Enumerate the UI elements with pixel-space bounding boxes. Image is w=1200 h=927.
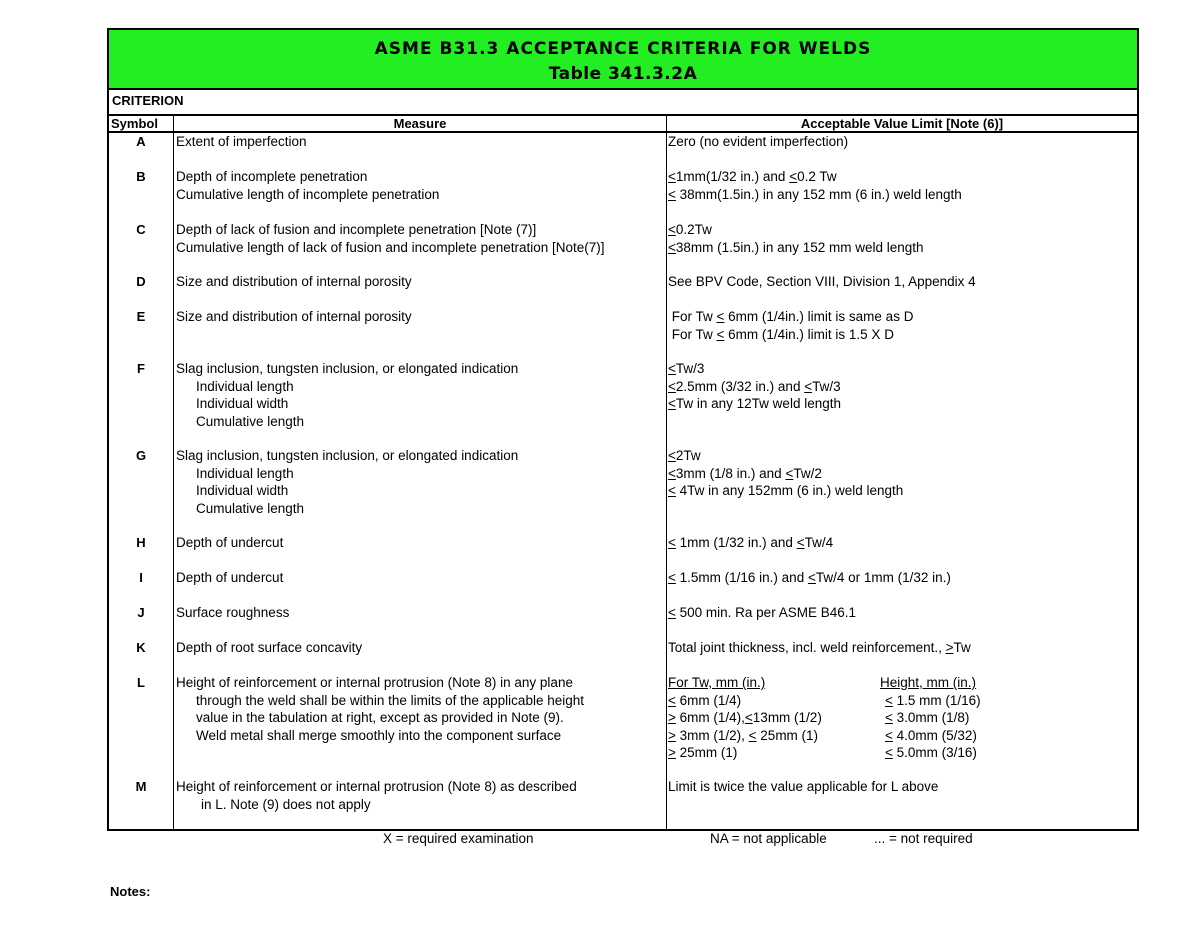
row-symbol: E — [136, 309, 146, 324]
row-symbol: H — [136, 535, 146, 550]
notes-label: Notes: — [110, 884, 151, 899]
row-measure: Height of reinforcement or internal protrusion (Note 8) as described in L. Note (9) does not apply — [176, 779, 577, 812]
legend-not-applicable: NA = not applicable — [710, 831, 827, 846]
row-measure: Depth of undercut — [176, 535, 284, 550]
row-measure: Depth of undercut — [176, 570, 284, 585]
header-acceptable: Acceptable Value Limit [Note (6)] — [800, 116, 1004, 131]
legend-not-required: ... = not required — [874, 831, 973, 846]
row-measure: Depth of root surface concavity — [176, 640, 363, 655]
row-measure: Height of reinforcement or internal protrusion (Note 8) in any plane through the weld shall be within the limits of the applicable height value in the tabulation at right, except as provided in Note (9). Weld metal shall merge smoothly into the component surface — [176, 675, 584, 743]
header-measure: Measure — [393, 116, 447, 131]
acceptance-criteria-table — [107, 28, 1139, 831]
row-measure: Extent of imperfection — [176, 134, 307, 149]
reinforcement-height-table: For Tw, mm (in.) Height, mm (in.) < 6mm (1/4) < 1.5 mm (1/16) > 6mm (1/4),<13mm (1/2) < 3.0mm (1/8) > 3mm (1/2), < 25mm (1) < 4.0mm (5/32) > 25mm (1) < 5.0mm (3/16) — [668, 675, 981, 760]
row-symbol: G — [135, 448, 147, 463]
row-acceptable-limit: < 1.5mm (1/16 in.) and <Tw/4 or 1mm (1/32 in.) — [668, 570, 951, 585]
table-body — [107, 133, 1139, 831]
row-acceptable-limit: <2Tw <3mm (1/8 in.) and <Tw/2 < 4Tw in any 152mm (6 in.) weld length — [668, 448, 904, 498]
row-symbol: K — [136, 640, 146, 655]
table-title: ASME B31.3 ACCEPTANCE CRITERIA FOR WELDS — [374, 39, 872, 59]
row-symbol: F — [137, 361, 145, 376]
row-symbol: I — [139, 570, 143, 585]
row-acceptable-limit: Zero (no evident imperfection) — [668, 134, 849, 149]
row-symbol: B — [136, 169, 146, 184]
row-measure: Surface roughness — [176, 605, 290, 620]
row-acceptable-limit: < 1mm (1/32 in.) and <Tw/4 — [668, 535, 834, 550]
row-measure: Depth of incomplete penetration Cumulative length of incomplete penetration — [176, 169, 440, 202]
row-acceptable-limit: Limit is twice the value applicable for L above — [668, 779, 939, 794]
row-symbol: C — [136, 222, 146, 237]
row-symbol: L — [137, 675, 145, 690]
row-measure: Size and distribution of internal porosity — [176, 274, 412, 289]
row-acceptable-limit: <1mm(1/32 in.) and <0.2 Tw < 38mm(1.5in.) in any 152 mm (6 in.) weld length — [668, 169, 962, 202]
header-symbol: Symbol — [111, 116, 158, 131]
row-acceptable-limit: < 500 min. Ra per ASME B46.1 — [668, 605, 856, 620]
row-acceptable-limit — [668, 674, 1138, 762]
row-acceptable-limit: Total joint thickness, incl. weld reinforcement., >Tw — [668, 640, 971, 655]
row-measure: Slag inclusion, tungsten inclusion, or elongated indication Individual length Individual width Cumulative length — [176, 448, 519, 516]
row-measure: Slag inclusion, tungsten inclusion, or elongated indication Individual length Individual width Cumulative length — [176, 361, 519, 429]
row-symbol: D — [136, 274, 146, 289]
row-symbol: J — [137, 605, 145, 620]
title-banner — [107, 28, 1139, 90]
row-acceptable-limit: For Tw < 6mm (1/4in.) limit is same as D For Tw < 6mm (1/4in.) limit is 1.5 X D — [668, 309, 914, 342]
header-row — [107, 114, 1139, 133]
table-subtitle: Table 341.3.2A — [548, 64, 698, 84]
row-acceptable-limit: See BPV Code, Section VIII, Division 1, Appendix 4 — [668, 274, 976, 289]
row-symbol: A — [136, 134, 146, 149]
row-measure: Size and distribution of internal porosity — [176, 309, 412, 324]
row-acceptable-limit: <0.2Tw <38mm (1.5in.) in any 152 mm weld length — [668, 222, 924, 255]
legend-required: X = required examination — [383, 831, 534, 846]
criterion-label: CRITERION — [107, 90, 1139, 114]
row-acceptable-limit: <Tw/3 <2.5mm (3/32 in.) and <Tw/3 <Tw in any 12Tw weld length — [668, 361, 841, 411]
row-measure: Depth of lack of fusion and incomplete penetration [Note (7)] Cumulative length of lack of fusion and incomplete penetration [Note(7)] — [176, 222, 605, 255]
row-symbol: M — [135, 779, 147, 794]
